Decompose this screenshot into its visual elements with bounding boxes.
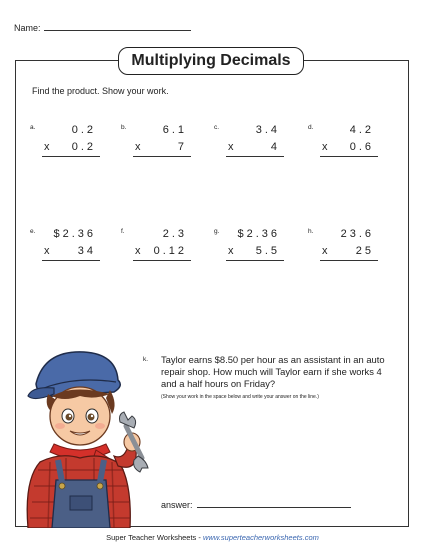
problem-multiplicand: 2.3 bbox=[162, 228, 187, 240]
word-problem-note: (Show your work in the space below and write your answer on the line.) bbox=[161, 394, 319, 400]
problem-label: a. bbox=[30, 124, 36, 131]
problem-multiplicand: 0.2 bbox=[71, 124, 96, 136]
times-sign: x bbox=[322, 245, 328, 257]
problem-multiplier: 25 bbox=[355, 245, 374, 257]
problem-multiplier: 0.12 bbox=[153, 245, 187, 257]
problem-multiplier: 7 bbox=[177, 141, 187, 153]
problem-label: d. bbox=[308, 124, 314, 131]
times-sign: x bbox=[135, 245, 141, 257]
problem-multiplicand: 6.1 bbox=[162, 124, 187, 136]
problem-label: c. bbox=[214, 124, 220, 131]
times-sign: x bbox=[44, 141, 50, 153]
footer bbox=[0, 533, 425, 542]
problem-multiplicand: $2.36 bbox=[237, 228, 280, 240]
times-sign: x bbox=[44, 245, 50, 257]
name-label: Name: bbox=[14, 23, 41, 33]
answer-rule bbox=[320, 260, 378, 261]
problem-multiplicand: 23.6 bbox=[340, 228, 374, 240]
answer-line[interactable] bbox=[197, 499, 351, 508]
mechanic-kid-illustration bbox=[14, 340, 156, 528]
answer-rule bbox=[133, 260, 191, 261]
problem-multiplier: 34 bbox=[77, 245, 96, 257]
footer-link[interactable]: www.superteacherworksheets.com bbox=[202, 533, 319, 542]
answer-rule bbox=[226, 260, 284, 261]
problem-multiplicand: 3.4 bbox=[255, 124, 280, 136]
answer-rule bbox=[133, 156, 191, 157]
problem-multiplier: 5.5 bbox=[255, 245, 280, 257]
answer-rule bbox=[42, 156, 100, 157]
answer-rule bbox=[226, 156, 284, 157]
name-field bbox=[14, 22, 191, 33]
answer-rule bbox=[42, 260, 100, 261]
problem-multiplier: 4 bbox=[270, 141, 280, 153]
word-problem-text: Taylor earns $8.50 per hour as an assistant in an auto repair shop. How much will Taylor earn if she works 4 and a half hours on Friday? bbox=[161, 354, 385, 389]
answer-rule bbox=[320, 156, 378, 157]
problem-label: b. bbox=[121, 124, 127, 131]
answer-field bbox=[161, 499, 351, 510]
problem-label: e. bbox=[30, 228, 36, 235]
times-sign: x bbox=[322, 141, 328, 153]
problem-multiplicand: 4.2 bbox=[349, 124, 374, 136]
times-sign: x bbox=[228, 245, 234, 257]
footer-separator: - bbox=[196, 533, 203, 542]
problem-multiplier: 0.6 bbox=[349, 141, 374, 153]
worksheet-title: Multiplying Decimals bbox=[118, 47, 304, 75]
times-sign: x bbox=[228, 141, 234, 153]
instructions: Find the product. Show your work. bbox=[32, 86, 169, 96]
problem-label: h. bbox=[308, 228, 314, 235]
name-line[interactable] bbox=[44, 22, 191, 31]
footer-brand: Super Teacher Worksheets bbox=[106, 533, 197, 542]
problem-multiplier: 0.2 bbox=[71, 141, 96, 153]
times-sign: x bbox=[135, 141, 141, 153]
problem-label: f. bbox=[121, 228, 125, 235]
answer-label: answer: bbox=[161, 500, 193, 510]
word-problem-label: k. bbox=[143, 356, 149, 363]
problem-multiplicand: $2.36 bbox=[53, 228, 96, 240]
problem-label: g. bbox=[214, 228, 220, 235]
